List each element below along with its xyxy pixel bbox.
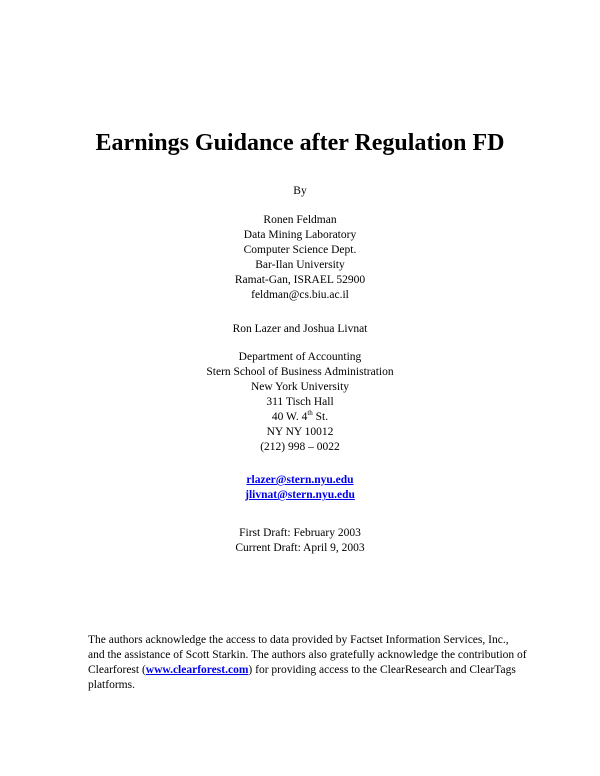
acknowledgment-paragraph xyxy=(88,633,528,693)
affiliation-line: Ramat-Gan, ISRAEL 52900 xyxy=(234,274,366,286)
street-number: 40 W. 4 xyxy=(271,411,308,423)
draft-dates xyxy=(0,526,600,556)
first-draft: First Draft: February 2003 xyxy=(239,527,361,539)
address-line: 311 Tisch Hall xyxy=(266,396,334,408)
email-links xyxy=(0,473,600,503)
paper-title: Earnings Guidance after Regulation FD xyxy=(95,130,505,156)
email-link-livnat[interactable]: jlivnat@stern.nyu.edu xyxy=(245,489,355,501)
affiliation-line: Bar-Ilan University xyxy=(255,259,345,271)
author-names: Ron Lazer and Joshua Livnat xyxy=(232,323,368,335)
address-line: New York University xyxy=(250,381,350,393)
street-suffix: St. xyxy=(312,411,329,423)
by-text: By xyxy=(293,185,307,197)
by-line xyxy=(0,184,600,199)
address-line: Department of Accounting xyxy=(238,351,362,363)
clearforest-link[interactable]: www.clearforest.com xyxy=(145,663,249,676)
current-draft: Current Draft: April 9, 2003 xyxy=(235,542,365,554)
street-address xyxy=(0,410,600,425)
affiliation-line: Data Mining Laboratory xyxy=(243,229,357,241)
author-block-feldman xyxy=(0,213,600,303)
department-address xyxy=(0,350,600,455)
author-block-lazer-livnat xyxy=(0,322,600,337)
ack-text-before: The authors acknowledge the access to data provided by Factset Information Services, Inc., and the assistance of Scott Starkin. The authors also gratefully acknowledge the contribution of Clearforest ( xyxy=(88,633,527,676)
phone-line: (212) 998 – 0022 xyxy=(260,441,340,453)
email-link-lazer[interactable]: rlazer@stern.nyu.edu xyxy=(246,474,354,486)
affiliation-line: Computer Science Dept. xyxy=(243,244,357,256)
street-superscript: th xyxy=(307,409,313,418)
ack-text-after: ) for providing access to the ClearResearch and ClearTags platforms. xyxy=(88,663,516,691)
author-name: Ronen Feldman xyxy=(263,214,337,226)
city-line: NY NY 10012 xyxy=(266,426,334,438)
address-line: Stern School of Business Administration xyxy=(206,366,394,378)
author-email: feldman@cs.biu.ac.il xyxy=(251,289,349,301)
